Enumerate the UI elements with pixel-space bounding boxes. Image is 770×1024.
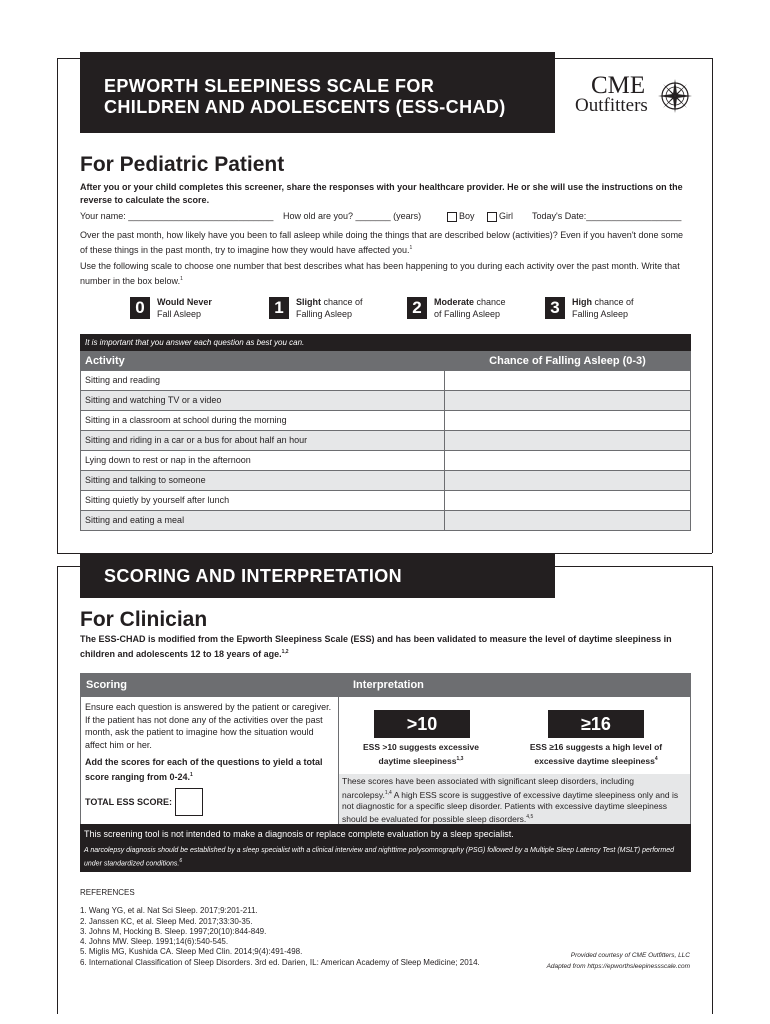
association-cell — [339, 774, 691, 824]
scoring-banner-title: SCORING AND INTERPRETATION — [104, 566, 403, 586]
threshold-caption-10-line2: daytime sleepiness — [378, 755, 457, 766]
scale-rest-3: Falling Asleep — [572, 309, 629, 319]
association-ref-1: 1,4 — [384, 789, 392, 796]
scoring-sum-ref: 1 — [190, 771, 193, 778]
activity-label: Sitting and watching TV or a video — [81, 391, 445, 410]
logo-text-outfitters: Outfitters — [575, 95, 648, 116]
header-interpretation: Interpretation — [353, 679, 424, 691]
table-row — [80, 371, 691, 391]
adapted-note: Adapted from https://epworthsleepinessscale.com — [546, 963, 690, 970]
frame-left — [57, 58, 58, 553]
answer-cell[interactable] — [445, 471, 690, 490]
disclaimer-text-2: A narcolepsy diagnosis should be established by a sleep specialist with a clinical interview and nighttime polysomnography (PSG) followed by a Multiple Sleep Latency Test (MSLT) performed under standardized conditions. — [84, 847, 674, 868]
reference-item: 2. Janssen KC, et al. Sleep Med. 2017;33:30-35. — [80, 916, 253, 926]
instructions-paragraph-2 — [80, 260, 692, 287]
threshold-box-10: >10 — [373, 709, 471, 739]
association-ref-2: 4,5 — [526, 814, 534, 821]
disclaimer-bar — [80, 824, 691, 872]
activity-label: Sitting and eating a meal — [81, 511, 445, 530]
title-banner — [80, 52, 555, 133]
threshold-caption-16-ref: 4 — [654, 755, 658, 762]
answer-cell[interactable] — [445, 371, 690, 390]
patient-info-line — [80, 211, 692, 224]
scoring-sum-text: Add the scores for each of the questions to yield a total score ranging from 0-24. — [85, 757, 323, 782]
activity-label: Sitting in a classroom at school during the morning — [81, 411, 445, 430]
header-scoring: Scoring — [86, 679, 127, 691]
compass-icon — [657, 78, 693, 114]
scale-bold-0: Would Never — [157, 297, 212, 307]
frame2-left — [57, 566, 58, 1014]
instructions-text-1: Over the past month, how likely have you been to fall asleep while doing the things that are described below (activities)? Even if you haven't done some of these things in the past month, try to imagine how they would have affected you. — [80, 230, 684, 255]
disclaimer-ref: 6 — [179, 858, 183, 864]
age-field[interactable]: How old are you? _______ (years) — [283, 211, 422, 221]
scale-bold-3: High — [572, 297, 592, 307]
reference-item: 5. Miglis MG, Kushida CA. Sleep Med Clin. 2014;9(4):491-498. — [80, 947, 303, 957]
threshold-caption-16-line2: excessive daytime sleepiness — [534, 755, 655, 766]
scale-number-0: 0 — [130, 297, 150, 319]
scale-label-0 — [157, 296, 247, 320]
answer-cell[interactable] — [445, 391, 690, 410]
interpretation-cell — [339, 697, 691, 774]
instructions-ref-1: 1 — [409, 244, 413, 251]
reference-item: 1. Wang YG, et al. Nat Sci Sleep. 2017;9:201-211. — [80, 906, 258, 916]
references — [80, 888, 480, 968]
girl-checkbox[interactable] — [487, 212, 497, 222]
total-score-box[interactable] — [175, 788, 203, 816]
scale-label-1 — [296, 296, 391, 320]
activity-label: Lying down to rest or nap in the afternoon — [81, 451, 445, 470]
scale-label-2 — [434, 296, 534, 320]
table-row — [80, 471, 691, 491]
girl-label: Girl — [499, 211, 513, 221]
courtesy-note: Provided courtesy of CME Outfitters, LLC — [570, 952, 690, 959]
answer-cell[interactable] — [445, 411, 690, 430]
frame2-right — [712, 566, 713, 1014]
scoring-cell — [80, 697, 339, 824]
threshold-caption-10 — [339, 742, 503, 767]
boy-label: Boy — [459, 211, 475, 221]
scale-rest-0: Fall Asleep — [157, 309, 202, 319]
logo-text-cme: CME — [591, 72, 646, 99]
table-row — [80, 451, 691, 471]
scale-inline-3: chance of — [592, 297, 634, 307]
table-row — [80, 391, 691, 411]
scoring-header — [80, 673, 691, 697]
activity-label: Sitting and riding in a car or a bus for about half an hour — [81, 431, 445, 450]
association-text-2: A high ESS score is suggestive of excessive daytime sleepiness only and is not diagnostic for a specific sleep disorder. Patients with excessive daytime sleepiness should be evaluated for possible sleep disorders. — [342, 789, 679, 825]
cme-outfitters-logo — [573, 74, 693, 124]
disclaimer-line-1: This screening tool is not intended to make a diagnosis or replace complete evaluation by a sleep specialist. — [84, 829, 514, 839]
instructions-ref-2: 1 — [180, 275, 183, 282]
header-activity: Activity — [85, 355, 125, 367]
reference-item: 4. Johns MW. Sleep. 1991;14(6):540-545. — [80, 937, 229, 947]
title-line-1: EPWORTH SLEEPINESS SCALE FOR — [104, 76, 435, 96]
activity-label: Sitting and reading — [81, 371, 445, 390]
header-chance: Chance of Falling Asleep (0-3) — [489, 355, 646, 367]
threshold-caption-16-line1: ESS ≥16 suggests a high level of — [529, 742, 663, 752]
patient-heading: For Pediatric Patient — [80, 153, 285, 176]
patient-intro: After you or your child completes this screener, share the responses with your healthcare provider. He or she will use the instructions on the reverse to calculate the score. — [80, 182, 683, 205]
activity-label: Sitting quietly by yourself after lunch — [81, 491, 445, 510]
answer-cell[interactable] — [445, 491, 690, 510]
table-row — [80, 511, 691, 531]
total-score-label: TOTAL ESS SCORE: — [85, 797, 173, 807]
answer-cell[interactable] — [445, 431, 690, 450]
date-field[interactable]: Today's Date:___________________ — [532, 211, 682, 221]
threshold-box-16: ≥16 — [547, 709, 645, 739]
scale-bold-2: Moderate — [434, 297, 475, 307]
name-field[interactable]: Your name: _____________________________ — [80, 211, 274, 221]
clinician-intro-ref: 1,2 — [281, 649, 289, 655]
association-text — [342, 776, 682, 826]
answer-cell[interactable] — [445, 451, 690, 470]
scale-number-3: 3 — [545, 297, 565, 319]
scale-label-3 — [572, 296, 667, 320]
table-row — [80, 431, 691, 451]
clinician-intro-text: The ESS-CHAD is modified from the Epworth Sleepiness Scale (ESS) and has been validated to measure the level of daytime sleepiness in children and adolescents 12 to 18 years of age. — [80, 634, 672, 659]
table-row — [80, 411, 691, 431]
threshold-caption-16 — [511, 742, 681, 767]
scale-rest-1: Falling Asleep — [296, 309, 353, 319]
scale-rest-2: of Falling Asleep — [434, 309, 501, 319]
scale-inline-2: chance — [474, 297, 506, 307]
activity-table — [80, 334, 691, 531]
title-line-2: CHILDREN AND ADOLESCENTS (ESS-CHAD) — [104, 97, 506, 117]
table-notice: It is important that you answer each question as best you can. — [80, 334, 691, 351]
instructions-text-2: Use the following scale to choose one number that best describes what has been happening to you during each activity over the past month. Write that number in the box below. — [80, 261, 680, 286]
scoring-table — [80, 673, 691, 697]
clinician-intro — [80, 633, 692, 661]
threshold-caption-10-line1: ESS >10 suggests excessive — [362, 742, 479, 752]
scale-bold-1: Slight — [296, 297, 321, 307]
association-text-1: These scores have been associated with significant sleep disorders, including narcolepsy. — [342, 776, 634, 800]
reference-item: 6. International Classification of Sleep Disorders. 3rd ed. Darien, IL: American Academy of Sleep Medicine; 2014. — [80, 957, 480, 967]
table-header — [80, 351, 691, 371]
scoring-sum-instruction — [85, 756, 333, 783]
scale-number-2: 2 — [407, 297, 427, 319]
clinician-heading: For Clinician — [80, 608, 208, 631]
threshold-caption-10-ref: 1,3 — [456, 755, 464, 762]
activity-label: Sitting and talking to someone — [81, 471, 445, 490]
answer-cell[interactable] — [445, 511, 690, 530]
disclaimer-line-2 — [84, 846, 684, 869]
instructions-paragraph-1 — [80, 229, 692, 256]
scale-number-1: 1 — [269, 297, 289, 319]
references-heading: REFERENCES — [80, 888, 135, 897]
boy-checkbox[interactable] — [447, 212, 457, 222]
scoring-banner — [80, 554, 555, 598]
reference-item: 3. Johns M, Hocking B. Sleep. 1997;20(10):844-849. — [80, 926, 267, 936]
frame-right — [712, 58, 713, 553]
scoring-instructions: Ensure each question is answered by the patient or caregiver. If the patient has not done any of the activities over the past month, ask the patient to imagine how the situation would affect him or her. — [85, 702, 332, 750]
table-row — [80, 491, 691, 511]
scale-inline-1: chance of — [321, 297, 363, 307]
